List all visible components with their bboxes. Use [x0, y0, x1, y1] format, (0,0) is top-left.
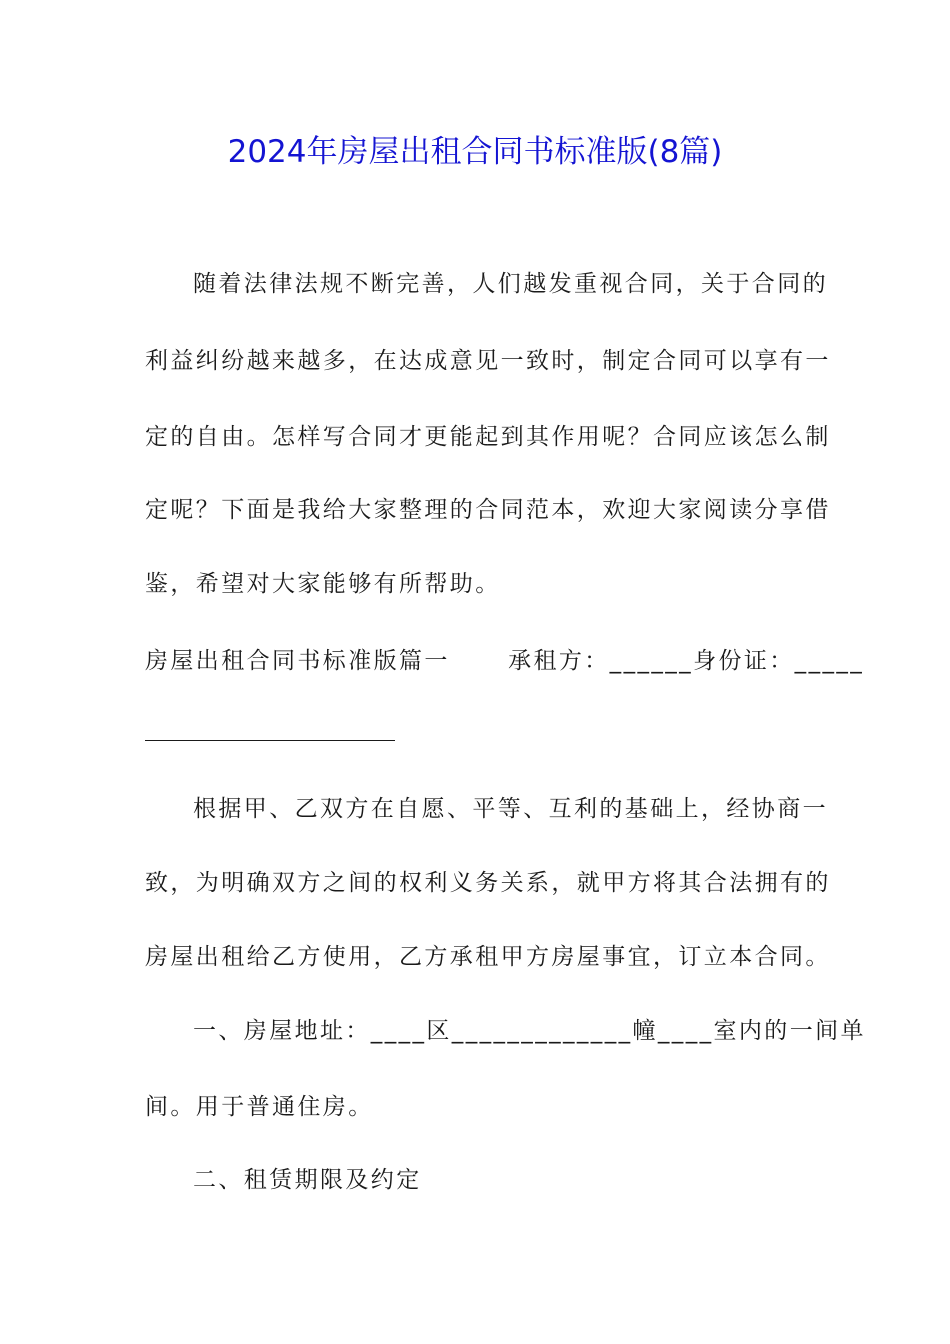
section-header: 房屋出租合同书标准版篇一 承租方：______身份证：_____: [145, 648, 865, 674]
body-line-6: 二、租赁期限及约定: [193, 1167, 422, 1193]
body-line-3: 房屋出租给乙方使用，乙方承租甲方房屋事宜，订立本合同。: [145, 944, 831, 970]
intro-line-2: 利益纠纷越来越多，在达成意见一致时，制定合同可以享有一: [145, 348, 831, 374]
blank-underline: [145, 740, 395, 741]
body-line-2: 致，为明确双方之间的权利义务关系，就甲方将其合法拥有的: [145, 870, 831, 896]
intro-line-5: 鉴，希望对大家能够有所帮助。: [145, 571, 501, 597]
document-title: 2024年房屋出租合同书标准版(8篇): [227, 134, 723, 170]
intro-line-4: 定呢？下面是我给大家整理的合同范本，欢迎大家阅读分享借: [145, 497, 831, 523]
body-line-5: 间。用于普通住房。: [145, 1094, 374, 1120]
body-line-1: 根据甲、乙双方在自愿、平等、互利的基础上，经协商一: [193, 796, 828, 822]
intro-line-3: 定的自由。怎样写合同才更能起到其作用呢？合同应该怎么制: [145, 424, 831, 450]
intro-line-1: 随着法律法规不断完善，人们越发重视合同，关于合同的: [193, 271, 828, 297]
body-line-4: 一、房屋地址：____区_____________幢____室内的一间单: [193, 1018, 866, 1044]
